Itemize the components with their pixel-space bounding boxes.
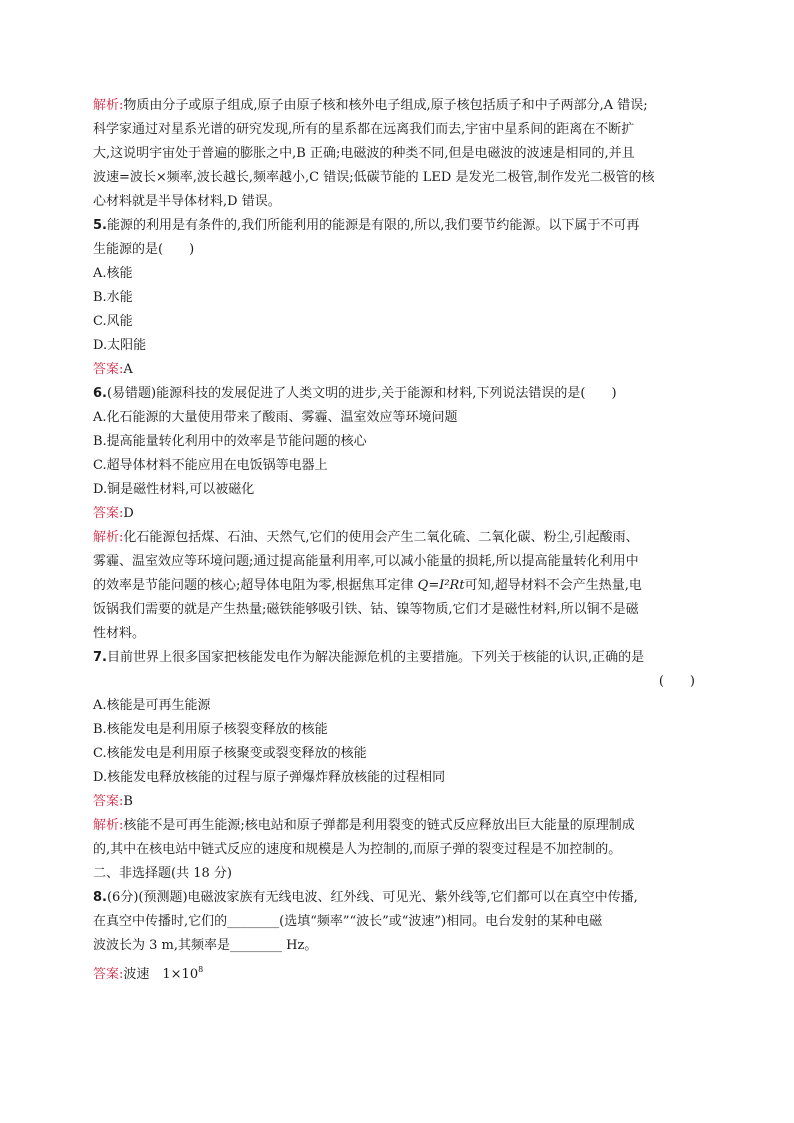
q4-analysis-line-5: 心材料就是半导体材料,D 错误。 — [93, 194, 281, 209]
question-number: 5. — [93, 218, 107, 233]
q7-answer: 答案:B — [93, 794, 133, 809]
q6-answer: 答案:D — [93, 506, 134, 521]
question-number: 7. — [93, 650, 107, 665]
q6-option-d: D.铜是磁性材料,可以被磁化 — [93, 482, 255, 497]
q4-analysis-line-3: 大,这说明宇宙处于普遍的膨胀之中,B 正确;电磁波的种类不同,但是电磁波的波速是相同的,并且 — [93, 146, 635, 161]
exponent: 8 — [198, 965, 204, 974]
joule-formula: Q=I²Rt — [417, 578, 465, 593]
q7-stem: 7.目前世界上很多国家把核能发电作为解决能源危机的主要措施。下列关于核能的认识,正确的是 — [93, 650, 645, 665]
q5-stem-line-2: 生能源的是( ) — [93, 242, 195, 257]
q6-analysis-line-1: 解析:化石能源包括煤、石油、天然气,它们的使用会产生二氧化硫、二氧化碳、粉尘,引起酸雨、 — [93, 530, 639, 545]
q7-option-a: A.核能是可再生能源 — [93, 698, 211, 713]
q5-option-d: D.太阳能 — [93, 338, 147, 353]
q6-option-b: B.提高能量转化利用中的效率是节能问题的核心 — [93, 434, 367, 449]
q6-stem: 6.(易错题)能源科技的发展促进了人类文明的进步,关于能源和材料,下列说法错误的是( ) — [93, 386, 617, 401]
question-number: 6. — [93, 386, 107, 401]
q6-option-a: A.化石能源的大量使用带来了酸雨、雾霾、温室效应等环境问题 — [93, 410, 458, 425]
answer-label: 答案: — [93, 967, 124, 982]
analysis-label: 解析: — [93, 530, 124, 545]
q4-analysis-line-2: 科学家通过对星系光谱的研究发现,所有的星系都在远离我们而去,宇宙中星系间的距离在不断扩 — [93, 122, 635, 137]
q5-option-c: C.风能 — [93, 314, 133, 329]
q7-option-b: B.核能发电是利用原子核裂变释放的核能 — [93, 722, 328, 737]
q5-answer: 答案:A — [93, 362, 133, 377]
section-title: 二、非选择题(共 18 分) — [93, 866, 232, 881]
q6-option-c: C.超导体材料不能应用在电饭锅等电器上 — [93, 458, 328, 473]
q5-option-b: B.水能 — [93, 290, 133, 305]
q5-option-a: A.核能 — [93, 266, 133, 281]
answer-label: 答案: — [93, 362, 124, 377]
q7-analysis-line-2: 的,其中在核电站中链式反应的速度和规模是人为控制的,而原子弹的裂变过程是不加控制的。 — [93, 842, 622, 857]
q6-analysis-line-2: 雾霾、温室效应等环境问题;通过提高能量利用率,可以减小能量的损耗,所以提高能量转化利用中 — [93, 554, 639, 569]
question-number: 8. — [93, 890, 107, 905]
q5-stem-line-1: 5.能源的利用是有条件的,我们所能利用的能源是有限的,所以,我们要节约能源。以下属于不可再 — [93, 218, 640, 233]
q6-analysis-line-4: 饭锅我们需要的就是产生热量;磁铁能够吸引铁、钴、镍等物质,它们才是磁性材料,所以铜不是磁 — [93, 602, 639, 617]
q4-analysis-line-4: 波速=波长×频率,波长越长,频率越小,C 错误;低碳节能的 LED 是发光二极管,制作发光二极管的核 — [93, 170, 655, 185]
analysis-label: 解析: — [93, 818, 124, 833]
q6-analysis-line-3: 的效率是节能问题的核心;超导体电阻为零,根据焦耳定律 Q=I²Rt可知,超导材料不会产生热量,电 — [93, 578, 642, 593]
q4-analysis-line-1: 解析:物质由分子或原子组成,原子由原子核和核外电子组成,原子核包括质子和中子两部分,A 错误; — [93, 98, 648, 113]
q6-analysis-line-5: 性材料。 — [93, 626, 146, 641]
document-page — [93, 94, 701, 982]
analysis-label: 解析: — [93, 98, 124, 113]
q8-stem-line-1: 8.(6分)(预测题)电磁波家族有无线电波、红外线、可见光、紫外线等,它们都可以在真空中传播, — [93, 890, 638, 905]
q7-option-c: C.核能发电是利用原子核聚变或裂变释放的核能 — [93, 746, 367, 761]
answer-label: 答案: — [93, 506, 124, 521]
q7-answer-paren: ( ) — [658, 674, 695, 689]
q7-analysis-line-1: 解析:核能不是可再生能源;核电站和原子弹都是利用裂变的链式反应释放出巨大能量的原理制成 — [93, 818, 635, 833]
answer-label: 答案: — [93, 794, 124, 809]
q8-stem-line-3: 波波长为 3 m,其频率是________ Hz。 — [93, 938, 318, 953]
q8-stem-line-2: 在真空中传播时,它们的________(选填“频率”“波长”或“波速”)相同。电台发射的某种电磁 — [93, 914, 603, 929]
q7-option-d: D.核能发电释放核能的过程与原子弹爆炸释放核能的过程相同 — [93, 770, 446, 785]
q8-answer: 答案:波速 $1\times 10^8$ — [93, 965, 204, 982]
